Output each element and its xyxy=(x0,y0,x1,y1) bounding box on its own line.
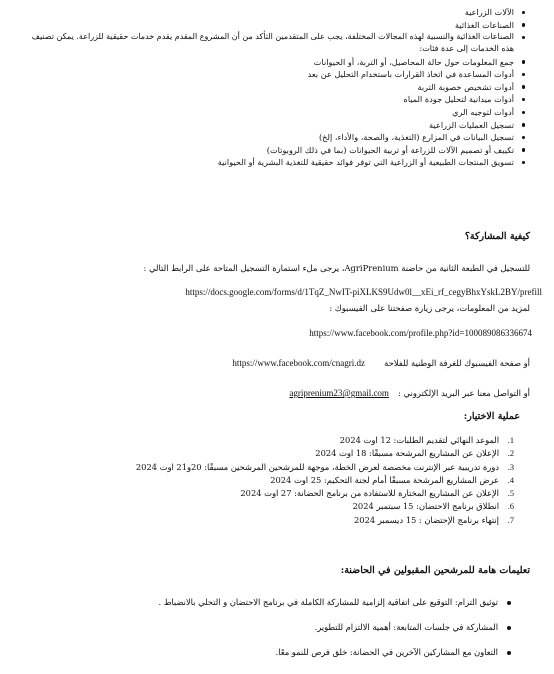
list-item: تسجيل البيانات في المزارع (التغذية، والصحة، والأداء، إلخ) xyxy=(28,131,526,144)
instructions-heading: تعليمات هامة للمرشحين المقبولين في الحاضنة: xyxy=(340,565,530,576)
list-item: أدوات لتوجيه الري xyxy=(28,106,526,119)
list-item: المشاركة في جلسات المتابعة: أهمية الالتزام للتطوير. xyxy=(28,621,514,634)
list-item xyxy=(28,447,514,460)
email-text: أو التواصل معنا عبر البريد الإلكتروني : xyxy=(398,388,530,398)
list-item xyxy=(28,487,514,500)
step-number: 2. xyxy=(507,449,514,459)
step-text: الإعلان عن المشاريع المختارة للاستفادة من برنامج الحضانة: 27 اوت 2024 xyxy=(240,488,499,499)
chamber-text: أو صفحة الفيسبوك للغرفة الوطنية للفلاحة xyxy=(384,358,530,368)
email-link[interactable]: agriprenium23@gmail.com xyxy=(289,388,389,398)
facebook-link-row xyxy=(10,321,532,340)
chamber-row xyxy=(100,351,530,370)
list-item: الصناعات الغذائية والنسبية لهذه المجالات المختلفة، يجب على المتقدمين التأكد من أن المشروع المقدم يقدم خدمات حقيقية للزراعة. يمكن تصنيف هذه الخدمات إلى عدة فئات: xyxy=(28,31,526,55)
email-row xyxy=(150,381,530,400)
participation-heading: كيفية المشاركة؟ xyxy=(464,231,530,242)
list-item: تكييف أو تصميم الآلات للزراعة أو تربية الحيوانات (بما في ذلك الروبوتات) xyxy=(28,144,526,157)
list-item xyxy=(28,474,514,487)
list-item: توثيق التزام: التوقيع على اتفاقية إلزامية للمشاركة الكاملة في برنامج الاحتضان و التحلي بالانضباط . xyxy=(28,596,514,609)
step-number: 6. xyxy=(507,502,514,512)
list-item xyxy=(28,434,514,447)
form-link[interactable]: https://docs.google.com/forms/d/1TqZ_NwIT-piXLKS9Udw0l__xEi_rf_cegyBhxYskL2BY/prefill xyxy=(185,287,542,297)
step-number: 7. xyxy=(507,515,514,525)
selection-steps xyxy=(28,434,514,527)
list-item: تسجيل العمليات الزراعية xyxy=(28,119,526,132)
chamber-link[interactable]: https://www.facebook.com/cnagri.dz xyxy=(232,358,365,368)
sectors-list xyxy=(28,6,526,169)
step-text: عرض المشاريع المرشحة مسبقًا أمام لجنة التحكيم: 25 اوت 2024 xyxy=(270,474,499,485)
step-number: 4. xyxy=(507,475,514,485)
list-item xyxy=(28,500,514,513)
list-item xyxy=(28,514,514,527)
step-text: الموعد النهائي لتقديم الطلبات: 12 اوت 2024 xyxy=(339,435,499,445)
list-item: أدوات تشخيص خصوبة التربة xyxy=(28,81,526,94)
step-number: 5. xyxy=(507,489,514,499)
list-item: جمع المعلومات حول حالة المحاصيل، أو التربة، أو الحيوانات xyxy=(28,56,526,69)
more-info-text: لمزيد من المعلومات، يرجى زيارة صفحتنا على الفيسبوك : xyxy=(329,303,530,313)
step-text: انطلاق برنامج الاحتضان: 15 سبتمبر 2024 xyxy=(352,501,499,512)
step-text: دورة تدريبية عبر الإنترنت مخصصة لعرض الخطة، موجهة للمرشحين المرشحين مسبقًا: 20و21 اوت 2024 xyxy=(135,461,499,472)
list-item: الآلات الزراعية xyxy=(28,6,526,19)
sectors-section xyxy=(28,6,526,169)
list-item: تسويق المنتجات الطبيعية أو الزراعية التي توفر فوائد حقيقية للتغذية البشرية أو الحيوانية xyxy=(28,156,526,169)
list-item: أدوات ميدانية لتحليل جودة المياه xyxy=(28,93,526,106)
form-link-row xyxy=(10,280,542,299)
step-number: 3. xyxy=(507,462,514,472)
step-number: 1. xyxy=(507,436,514,445)
list-item: الصناعات الغذائية xyxy=(28,19,526,32)
step-text: إنتهاء برنامج الإحتضان : 15 ديسمبر 2024 xyxy=(354,514,499,525)
list-item: التعاون مع المشاركين الآخرين في الحضانة: خلق فرص للنمو معًا. xyxy=(28,646,514,659)
instructions-list xyxy=(28,596,514,659)
step-text: الإعلان عن المشاريع المرشحة مسبقًا: 18 اوت 2024 xyxy=(315,448,499,459)
list-item xyxy=(28,461,514,474)
selection-heading: عملية الاختيار: xyxy=(463,411,520,422)
participation-intro: للتسجيل في الطبعة الثانية من حاضنة AgriPrenium، يرجى ملء استمارة التسجيل المتاحة على الرابط التالي : xyxy=(143,263,530,273)
facebook-link[interactable]: https://www.facebook.com/profile.php?id=100089086336674 xyxy=(309,328,532,338)
selection-section xyxy=(28,434,514,527)
instructions-section xyxy=(28,596,514,671)
list-item: أدوات المساعدة في اتخاذ القرارات باستخدام التحليل عن بعد xyxy=(28,68,526,81)
